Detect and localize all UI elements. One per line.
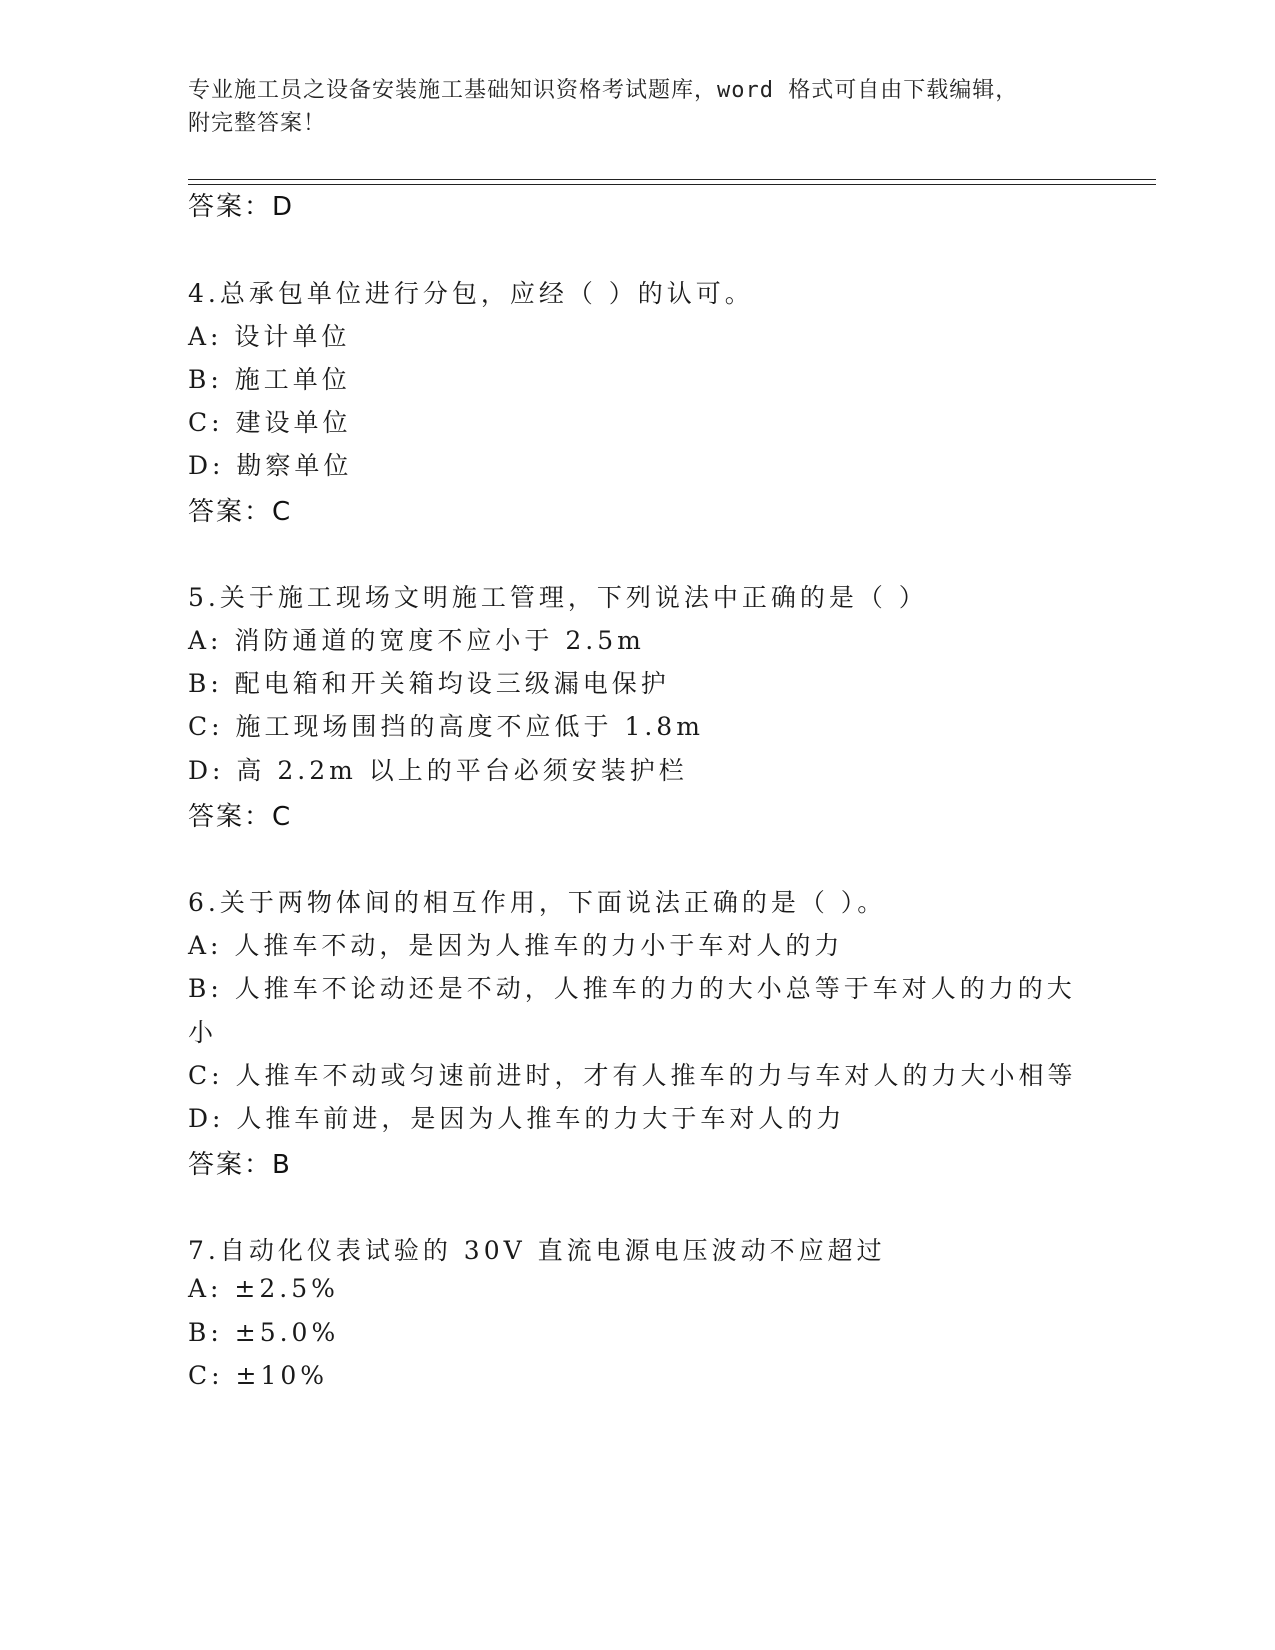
header-line-1: 专业施工员之设备安装施工基础知识资格考试题库，word 格式可自由下载编辑，	[188, 78, 1019, 103]
document-header	[188, 74, 1088, 140]
q6-option-a: A: 人推车不动，是因为人推车的力小于车对人的力	[188, 931, 844, 960]
q7-question: 7.自动化仪表试验的 30V 直流电源电压波动不应超过	[188, 1236, 886, 1265]
q6-question: 6.关于两物体间的相互作用，下面说法正确的是（ ）。	[188, 888, 887, 917]
q7-option-a: A: ±2.5%	[188, 1274, 339, 1303]
q4-option-c: C: 建设单位	[188, 408, 352, 437]
q5-question: 5.关于施工现场文明施工管理，下列说法中正确的是（ ）	[188, 583, 928, 612]
q4-answer: 答案：C	[188, 497, 293, 527]
q5-option-d: D: 高 2.2m 以上的平台必须安装护栏	[188, 756, 688, 785]
q6-option-c: C: 人推车不动或匀速前进时，才有人推车的力与车对人的力大小相等	[188, 1061, 1077, 1090]
q7-option-b: B: ±5.0%	[188, 1318, 340, 1347]
header-line-2: 附完整答案！	[188, 111, 327, 136]
q6-option-d: D: 人推车前进，是因为人推车的力大于车对人的力	[188, 1104, 846, 1133]
q5-option-b: B: 配电箱和开关箱均设三级漏电保护	[188, 669, 670, 698]
q5-answer: 答案：C	[188, 802, 293, 832]
q6-option-b-line2: 小	[188, 1018, 218, 1047]
q5-option-c: C: 施工现场围挡的高度不应低于 1.8m	[188, 712, 704, 741]
q5-option-a: A: 消防通道的宽度不应小于 2.5m	[188, 626, 645, 655]
q6-answer: 答案：B	[188, 1150, 292, 1180]
q7-option-c: C: ±10%	[188, 1361, 329, 1390]
q4-question: 4.总承包单位进行分包，应经（ ）的认可。	[188, 279, 754, 308]
header-rule-bottom	[188, 184, 1156, 185]
q4-option-a: A: 设计单位	[188, 322, 351, 351]
header-rule-top	[188, 179, 1156, 180]
q4-option-d: D: 勘察单位	[188, 451, 353, 480]
answer-prev: 答案：D	[188, 192, 295, 222]
q6-option-b-line1: B: 人推车不论动还是不动，人推车的力的大小总等于车对人的力的大	[188, 974, 1076, 1003]
q4-option-b: B: 施工单位	[188, 365, 351, 394]
